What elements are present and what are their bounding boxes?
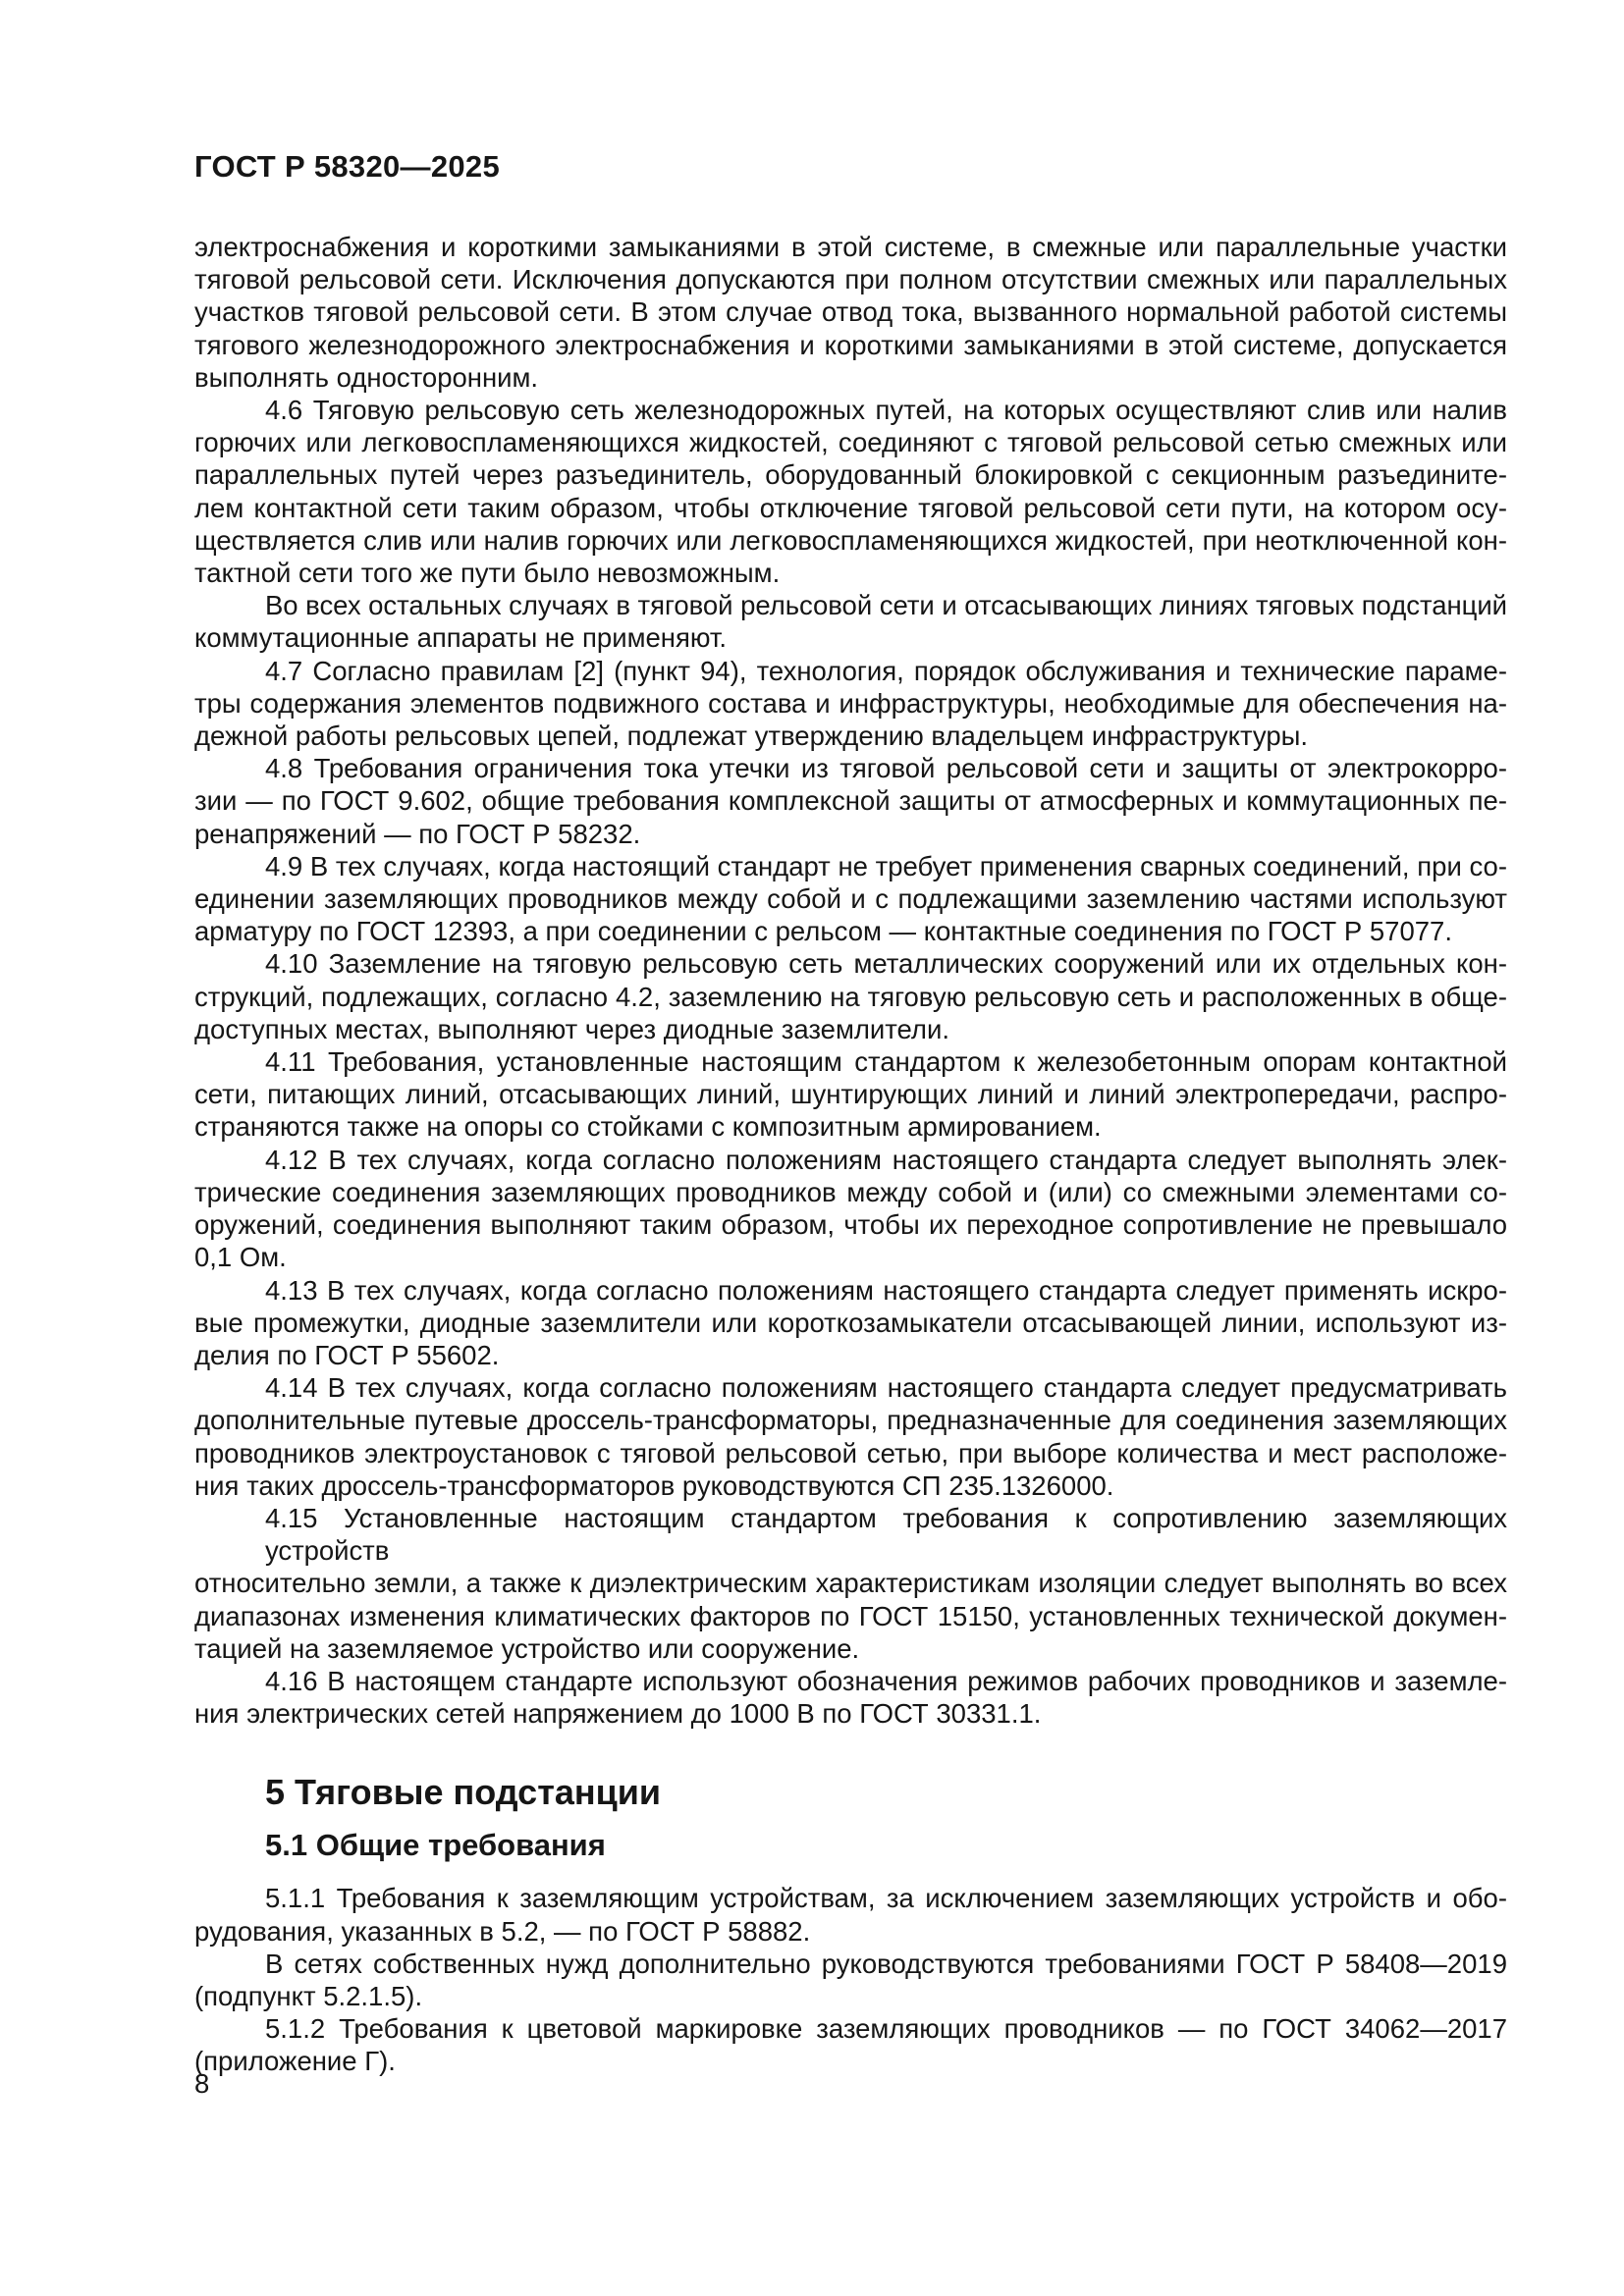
text-line: тры содержания элементов подвижного состава и инфраструктуры, необходимые для обеспечения на- [194,687,1507,719]
document-body [194,231,1507,2078]
page-number: 8 [194,2068,210,2099]
text-line: коммутационные аппараты не применяют. [194,622,728,654]
text-line: лем контактной сети таким образом, чтобы отключение тяговой рельсовой сети пути, на котором осу- [194,492,1507,523]
paragraph [194,655,1507,753]
text-line: тацией на заземляемое устройство или сооружение. [194,1632,860,1664]
text-line: 0,1 Ом. [194,1242,287,1273]
text-line: Во всех остальных случаях в тяговой рельсовой сети и отсасывающих линиях тяговых подстанций [265,590,1507,621]
text-line: 4.6 Тяговую рельсовую сеть железнодорожных путей, на которых осуществляют слив или налив [265,395,1507,426]
text-line: ществляется слив или налив горючих или легковоспламеняющихся жидкостей, при неотключенной кон- [194,524,1507,556]
text-line: электроснабжения и короткими замыканиями в этой системе, в смежные или параллельные участки [194,232,1507,262]
text-line: 4.16 В настоящем стандарте используют обозначения режимов рабочих проводников и заземле- [265,1665,1507,1696]
text-line: страняются также на опоры со стойками с композитным армированием. [194,1111,1102,1143]
paragraph [194,947,1507,1045]
text-line: 4.11 Требования, установленные настоящим стандартом к железобетонным опорам контактной [265,1046,1507,1078]
text-line: единении заземляющих проводников между собой и с подлежащими заземлению частями используют [194,883,1507,915]
section-heading: 5 Тяговые подстанции [265,1772,661,1813]
paragraph [194,394,1507,589]
text-line: рудования, указанных в 5.2, — по ГОСТ Р 58882. [194,1915,811,1947]
text-line: 4.13 В тех случаях, когда согласно положениям настоящего стандарта следует применять искро- [265,1274,1507,1306]
text-line: 4.12 В тех случаях, когда согласно положениям настоящего стандарта следует выполнять элек- [265,1144,1507,1175]
text-line: участков тяговой рельсовой сети. В этом случае отвод тока, вызванного нормальной работой системы [194,296,1507,328]
text-line: ния электрических сетей напряжением до 1000 В по ГОСТ 30331.1. [194,1698,1042,1730]
text-line: выполнять односторонним. [194,361,539,393]
paragraph [194,1144,1507,1274]
text-line: сети, питающих линий, отсасывающих линий, шунтирующих линий и линий электропередачи, распро- [194,1079,1507,1110]
text-line: диапазонах изменения климатических факторов по ГОСТ 15150, установленных технической докумен- [194,1600,1507,1631]
paragraph [194,1274,1507,1372]
text-line: оружений, соединения выполняют таким образом, чтобы их переходное сопротивление не превышало [194,1209,1507,1241]
text-line: 5.1.2 Требования к цветовой маркировке заземляющих проводников — по ГОСТ 34062—2017 [265,2013,1507,2045]
text-line: 4.15 Установленные настоящим стандартом требования к сопротивлению заземляющих устройств [265,1502,1507,1567]
text-line: доступных местах, выполняют через диодные заземлители. [194,1013,949,1044]
text-line: тяговой рельсовой сети. Исключения допускаются при полном отсутствии смежных или параллельных [194,264,1507,295]
paragraph [194,1665,1507,1730]
paragraph [194,2012,1507,2077]
text-line: трические соединения заземляющих проводников между собой и (или) со смежными элементами со- [194,1176,1507,1207]
text-line: зии — по ГОСТ 9.602, общие требования комплексной защиты от атмосферных и коммутационных пе- [194,785,1507,817]
text-line: 5.1.1 Требования к заземляющим устройствам, за исключением заземляющих устройств и обо- [265,1883,1507,1914]
text-line: проводников электроустановок с тяговой рельсовой сетью, при выборе количества и мест расположе- [194,1437,1507,1468]
running-header: ГОСТ Р 58320—2025 [194,149,500,184]
text-line: горючих или легковоспламеняющихся жидкостей, соединяют с тяговой рельсовой сетью смежных или [194,427,1507,458]
text-line: (приложение Г). [194,2046,396,2077]
paragraph [194,850,1507,948]
text-line: арматуру по ГОСТ 12393, а при соединении с рельсом — контактные соединения по ГОСТ Р 57077. [194,916,1452,947]
text-line: 4.8 Требования ограничения тока утечки из тяговой рельсовой сети и защиты от электрокорро- [265,753,1507,784]
text-line: дежной работы рельсовых цепей, подлежат утверждению владельцем инфраструктуры. [194,721,1309,752]
text-line: ния таких дроссель-трансформаторов руководствуются СП 235.1326000. [194,1469,1114,1501]
text-line: вые промежутки, диодные заземлители или короткозамыкатели отсасывающей линии, используют из- [194,1307,1507,1338]
text-line: параллельных путей через разъединитель, оборудованный блокировкой с секционным разъедините- [194,459,1507,491]
subsection-heading: 5.1 Общие требования [265,1828,606,1863]
paragraph [194,589,1507,654]
paragraph [194,1371,1507,1502]
text-line: струкций, подлежащих, согласно 4.2, заземлению на тяговую рельсовую сеть и расположенных в обще- [194,981,1507,1012]
text-line: делия по ГОСТ Р 55602. [194,1339,500,1370]
paragraph [194,1882,1507,1947]
text-line: относительно земли, а также к диэлектрическим характеристикам изоляции следует выполнять во всех [194,1568,1507,1599]
text-line: ренапряжений — по ГОСТ Р 58232. [194,818,641,849]
text-line: В сетях собственных нужд дополнительно руководствуются требованиями ГОСТ Р 58408—2019 [265,1948,1507,1979]
text-line: тактной сети того же пути было невозможным. [194,558,781,589]
text-line: (подпункт 5.2.1.5). [194,1980,423,2011]
text-line: тягового железнодорожного электроснабжения и короткими замыканиями в этой системе, допускается [194,329,1507,360]
paragraph [194,231,1507,394]
paragraph [194,1948,1507,2012]
text-line: 4.14 В тех случаях, когда согласно положениям настоящего стандарта следует предусматривать [265,1372,1507,1404]
text-line: 4.10 Заземление на тяговую рельсовую сеть металлических сооружений или их отдельных кон- [265,948,1507,980]
paragraph [194,1502,1507,1665]
text-line: 4.7 Согласно правилам [2] (пункт 94), технология, порядок обслуживания и технические параме- [265,655,1507,686]
text-line: дополнительные путевые дроссель-трансформаторы, предназначенные для соединения заземляющих [194,1405,1507,1436]
paragraph [194,1045,1507,1144]
paragraph [194,752,1507,850]
text-line: 4.9 В тех случаях, когда настоящий стандарт не требует применения сварных соединений, при со- [265,850,1507,881]
